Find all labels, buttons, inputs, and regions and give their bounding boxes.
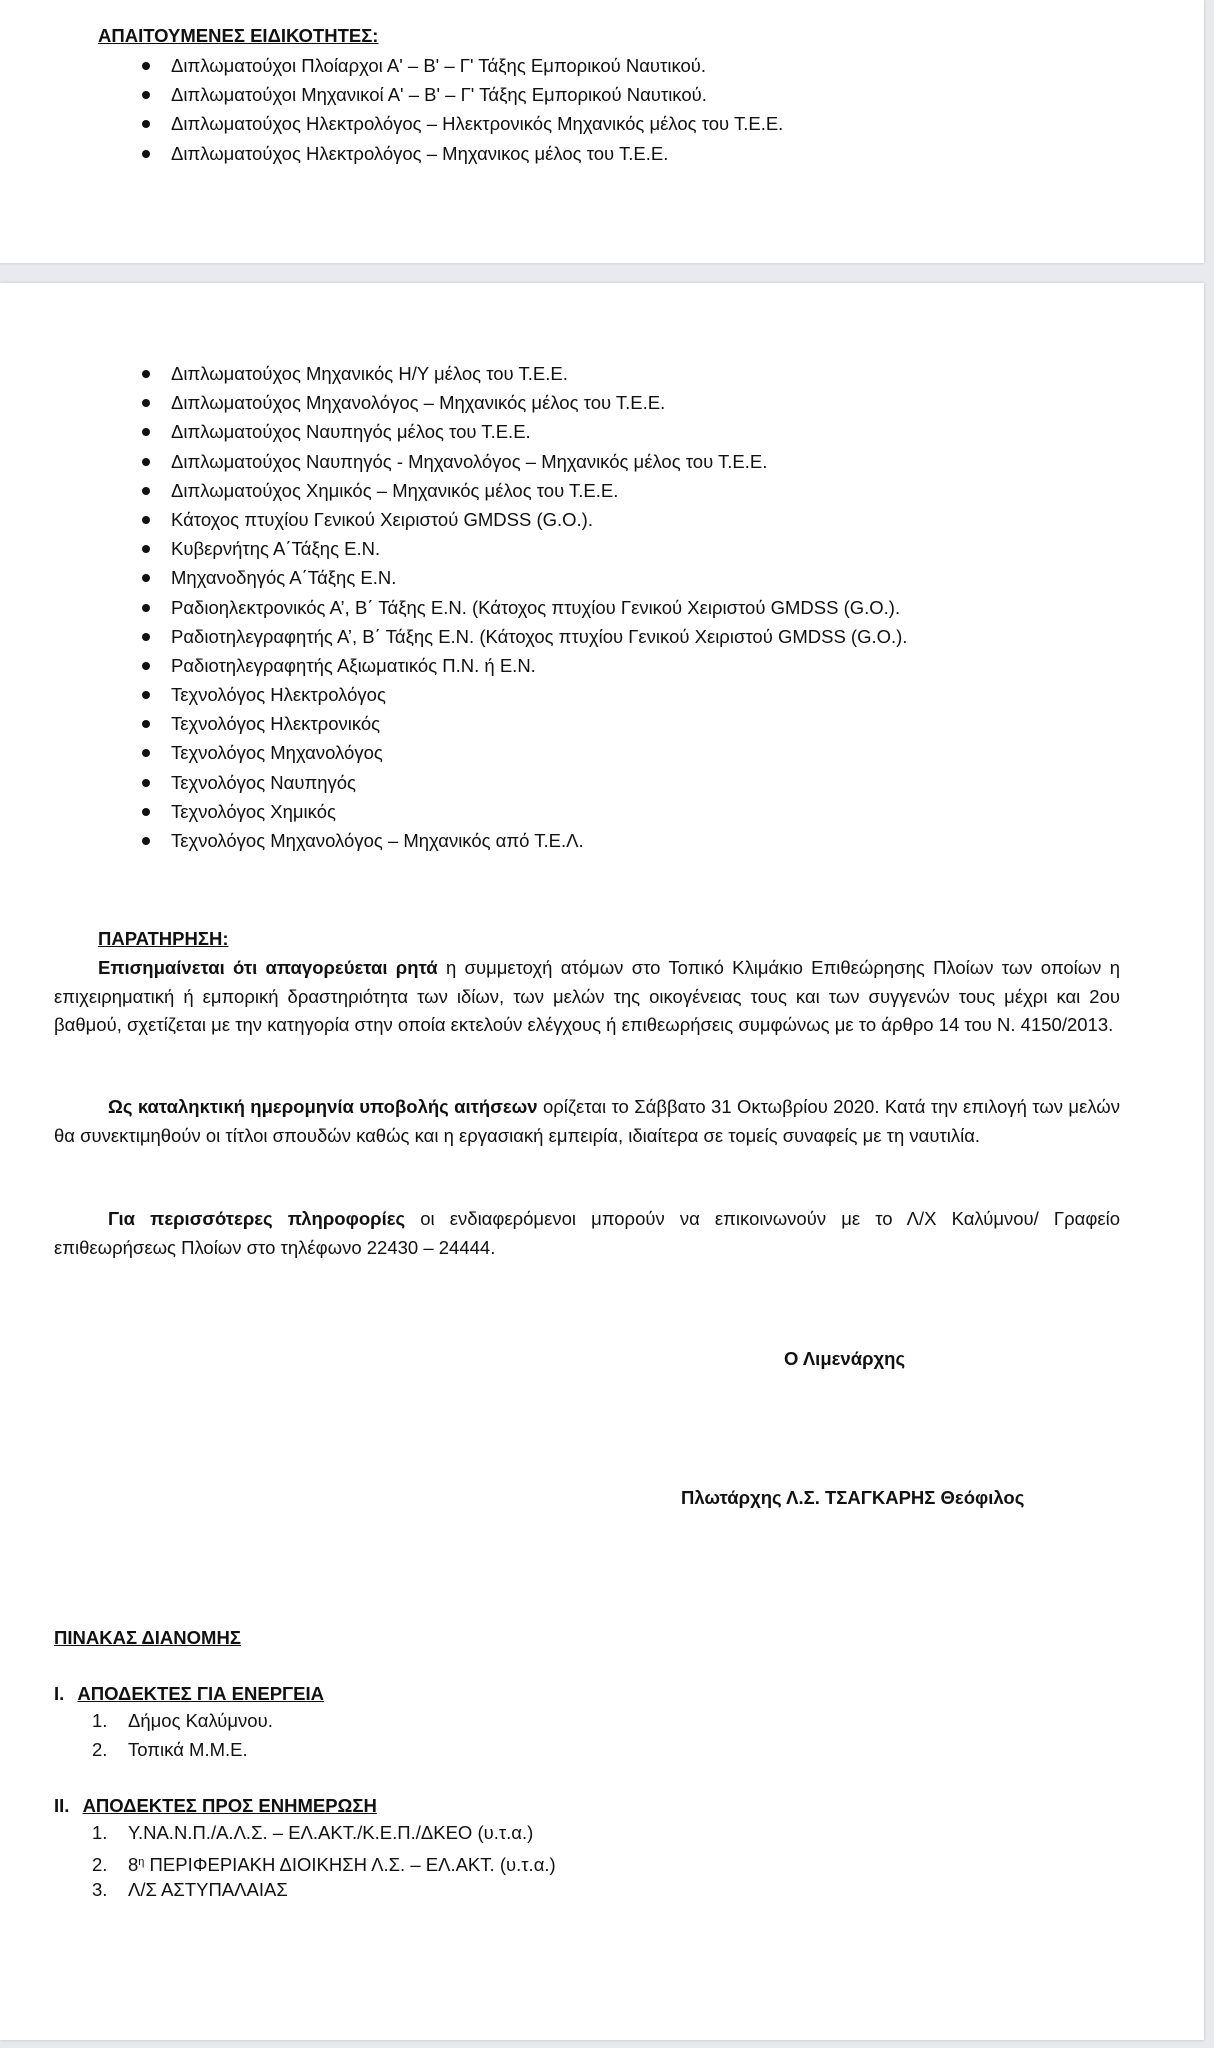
deadline-bold-text: Ως καταληκτική ημερομηνία υποβολής αιτήσεων — [108, 1096, 538, 1117]
group2-numeral: ΙΙ. — [54, 1795, 70, 1816]
list-item: Διπλωματούχος Μηχανολόγος – Μηχανικός μέλος του Τ.Ε.Ε. — [98, 388, 907, 417]
list-item: Διπλωματούχοι Μηχανικοί Α' – Β' – Γ' Τάξης Εμπορικού Ναυτικού. — [98, 80, 783, 109]
signature-name: Πλωτάρχης Λ.Σ. ΤΣΑΓΚΑΡΗΣ Θεόφιλος — [681, 1487, 1025, 1508]
list-item: Κυβερνήτης Α΄Τάξης Ε.Ν. — [98, 534, 907, 563]
note-bold-text: Επισημαίνεται ότι απαγορεύεται ρητά — [98, 957, 438, 978]
group1-numeral: Ι. — [54, 1683, 65, 1704]
group2-title: ΑΠΟΔΕΚΤΕΣ ΠΡΟΣ ΕΝΗΜΕΡΩΣΗ — [82, 1795, 377, 1816]
list-item: Μηχανοδηγός Α΄Τάξης Ε.Ν. — [98, 563, 907, 592]
list-item: Τεχνολόγος Ναυπηγός — [98, 768, 907, 797]
info-text: οι ενδιαφερόμενοι μπορούν να επικοινωνούν με το Λ/Χ Καλύμνου/ Γραφείο επιθεωρήσεως Πλοίων στο τηλέφωνο 22430 – 24444. — [54, 1208, 1120, 1258]
list-item: Διπλωματούχος Μηχανικός Η/Υ μέλος του Τ.Ε.Ε. — [98, 359, 907, 388]
list-item: Διπλωματούχοι Πλοίαρχοι Α' – Β' – Γ' Τάξης Εμπορικού Ναυτικού. — [98, 51, 783, 80]
specialties-list-page2 — [98, 359, 907, 855]
list-item: Ραδιοηλεκτρονικός Α’, Β΄ Τάξης Ε.Ν. (Κάτοχος πτυχίου Γενικού Χειριστού GMDSS (G.O.). — [98, 593, 907, 622]
list-item: 3. Λ/Σ ΑΣΤΥΠΑΛΑΙΑΣ — [92, 1879, 288, 1900]
info-bold-text: Για περισσότερες πληροφορίες — [108, 1208, 406, 1229]
group1-heading — [54, 1683, 324, 1705]
signature-title: Ο Λιμενάρχης — [784, 1348, 906, 1369]
list-item: 2. $8^\eta$ ΠΕΡΙΦΕΡΙΑΚΗ ΔΙΟΙΚΗΣΗ Λ.Σ. – ΕΛ.ΑΚΤ. (υ.τ.α.) — [92, 1853, 556, 1875]
list-item: Διπλωματούχος Ηλεκτρολόγος – Μηχανικος μέλος του Τ.Ε.Ε. — [98, 139, 783, 168]
list-item: 2. Τοπικά Μ.Μ.Ε. — [92, 1738, 248, 1760]
list-item: Τεχνολόγος Ηλεκτρολόγος — [98, 680, 907, 709]
list-item: Τεχνολόγος Ηλεκτρονικός — [98, 709, 907, 738]
list-item: Ραδιοτηλεγραφητής Αξιωματικός Π.Ν. ή Ε.Ν. — [98, 651, 907, 680]
list-item: Διπλωματούχος Ναυπηγός - Μηχανολόγος – Μηχανικός μέλος του Τ.Ε.Ε. — [98, 447, 907, 476]
note-paragraph — [54, 954, 1120, 1040]
note-text: η συμμετοχή ατόμων στο Τοπικό Κλιμάκιο Επιθεώρησης Πλοίων των οποίων η επιχειρηματική ή εμπορική δραστηριότητα των ιδίων, των μελών της οικογένειας τους και των συγγενών τους μέχρι και 2ου βαθμού, σχετίζεται με την κατηγορία στην οποία εκτελούν ελέγχους ή επιθεωρήσεις συμφώνως με το άρθρο 14 του Ν. 4150/2013. — [54, 957, 1120, 1035]
group2-heading — [54, 1795, 377, 1817]
document-page-1 — [0, 0, 1204, 263]
list-item: Διπλωματούχος Ναυπηγός μέλος του Τ.Ε.Ε. — [98, 417, 907, 446]
list-item: Διπλωματούχος Χημικός – Μηχανικός μέλος του Τ.Ε.Ε. — [98, 476, 907, 505]
list-item: Τεχνολόγος Μηχανολόγος — [98, 738, 907, 767]
info-paragraph — [54, 1205, 1120, 1262]
list-item: Τεχνολόγος Μηχανολόγος – Μηχανικός από Τ.Ε.Λ. — [98, 826, 907, 855]
list-item: 1. Δήμος Καλύμνου. — [92, 1710, 273, 1731]
group1-title: ΑΠΟΔΕΚΤΕΣ ΓΙΑ ΕΝΕΡΓΕΙΑ — [77, 1683, 325, 1704]
list-item: Κάτοχος πτυχίου Γενικού Χειριστού GMDSS (G.O.). — [98, 505, 907, 534]
required-specialties-heading: ΑΠΑΙΤΟΥΜΕΝΕΣ ΕΙΔΙΚΟΤΗΤΕΣ: — [98, 25, 379, 46]
list-item: Ραδιοτηλεγραφητής Α’, Β΄ Τάξης Ε.Ν. (Κάτοχος πτυχίου Γενικού Χειριστού GMDSS (G.O.). — [98, 622, 907, 651]
list-item: Τεχνολόγος Χημικός — [98, 797, 907, 826]
deadline-paragraph — [54, 1093, 1120, 1150]
list-item: 1. Υ.ΝΑ.Ν.Π./Α.Λ.Σ. – ΕΛ.ΑΚΤ./Κ.Ε.Π./ΔΚΕΟ (υ.τ.α.) — [92, 1822, 534, 1843]
document-page-2 — [0, 283, 1204, 2040]
specialties-list-page1 — [98, 51, 783, 168]
group2-list — [92, 1819, 556, 1905]
deadline-text: ορίζεται το Σάββατο 31 Οκτωβρίου 2020. Κατά την επιλογή των μελών θα συνεκτιμηθούν οι τίτλοι σπουδών καθώς και η εργασιακή εμπειρία, ιδιαίτερα σε τομείς συναφείς με τη ναυτιλία. — [54, 1096, 1120, 1146]
group1-list — [92, 1707, 273, 1764]
note-heading: ΠΑΡΑΤΗΡΗΣΗ: — [98, 928, 229, 949]
list-item: Διπλωματούχος Ηλεκτρολόγος – Ηλεκτρονικός Μηχανικός μέλος του Τ.Ε.Ε. — [98, 109, 783, 138]
distribution-heading: ΠΙΝΑΚΑΣ ΔΙΑΝΟΜΗΣ — [54, 1627, 241, 1648]
